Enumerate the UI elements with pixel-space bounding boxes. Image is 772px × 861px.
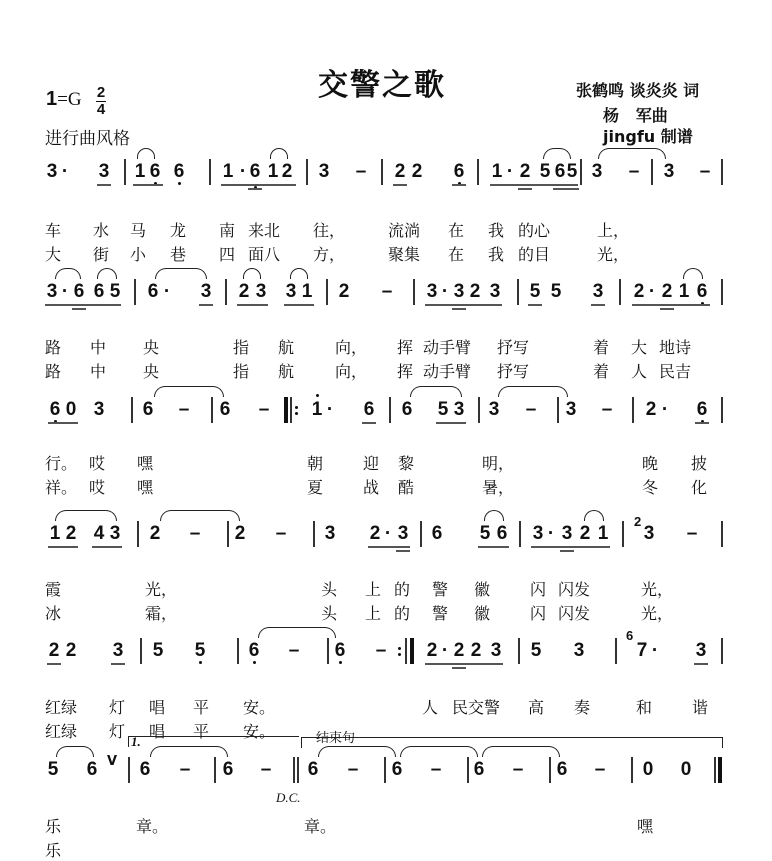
lyrics-verse-1: 行。 哎 嘿 朝 迎 黎 明， 晚 披: [45, 454, 708, 473]
lyrics-verse-2: 红绿 灯 唱 平 安。: [45, 722, 276, 741]
lyrics-verse-2: 路 中 央 指 航 向， 挥 动手臂 抒写 着 人 民吉: [45, 362, 692, 381]
da-capo-marking: D.C.: [276, 790, 301, 805]
lyricists-credit: 张鹤鸣 谈炎炎 词: [576, 81, 700, 100]
breath-mark: V: [107, 754, 118, 769]
lyrics-verse-2: 乐: [45, 841, 62, 860]
time-signature: 2 4: [96, 84, 106, 118]
lyrics-verse-1: 霞 光， 头 上 的 警 徽 闪 闪发 光，: [45, 580, 674, 599]
key-signature: 1=G: [46, 88, 82, 110]
lyrics-verse-2: 祥。 哎 嘿 夏 战 酷 暑， 冬 化: [45, 478, 708, 497]
notation-row-2: 3 · 6 6 5 6 · 3 2 3 3 1 2 – 3 · 3 2 3 5 5 3 2 · 2 1 6: [0, 282, 772, 322]
arranger-credit: jingfu 制谱: [603, 127, 693, 146]
lyrics-verse-1: 路 中 央 指 航 向， 挥 动手臂 抒写 着 大 地诗: [45, 338, 692, 357]
grace-note: 6: [626, 628, 634, 643]
lyrics-verse-2: 大 街 小 巷 四 面八 方， 聚集 在 我 的目 光，: [45, 245, 630, 264]
lyrics-verse-2: 冰 霜， 头 上 的 警 徽 闪 闪发 光，: [45, 604, 674, 623]
coda-label: 结束句: [316, 731, 356, 746]
notation-row-4: 1 2 4 3 2 – 2 – 3 2 · 3 6 5 6 3 · 3 2 1 2 3 –: [0, 524, 772, 564]
notation-row-5: 2 2 3 5 5 6 – 6 – 2 · 2 2 3 5 3 6 7 · 3: [0, 641, 772, 681]
notation-row-6: 5 6 V 6 – 6 – 6 – 6 – 6 – 6 – 0 0: [0, 760, 772, 800]
notation-row-3: 6 0 3 6 – 6 – 1 · 6 6 5 3 3 – 3 – 2 · 6: [0, 400, 772, 440]
lyrics-verse-1: 乐 章。 章。 嘿: [45, 817, 654, 836]
lyrics-verse-1: 车 水 马 龙 南 来北 往， 流淌 在 我 的心 上，: [45, 221, 630, 240]
notation-row-1: 3 · 3 1 6 6 1 · 6 1 2 3 – 2 2 6 1 · 2 5 6 5 3 – 3 –: [0, 162, 772, 202]
first-ending-bracket: 1.: [128, 736, 299, 747]
composer-credit: 杨 军曲: [603, 106, 668, 125]
song-title: 交警之歌: [318, 68, 446, 103]
lyrics-verse-1: 红绿 灯 唱 平 安。 人 民交警 高 奏 和 谐: [45, 698, 709, 717]
style-marking: 进行曲风格: [45, 129, 130, 149]
grace-note: 2: [634, 514, 642, 529]
